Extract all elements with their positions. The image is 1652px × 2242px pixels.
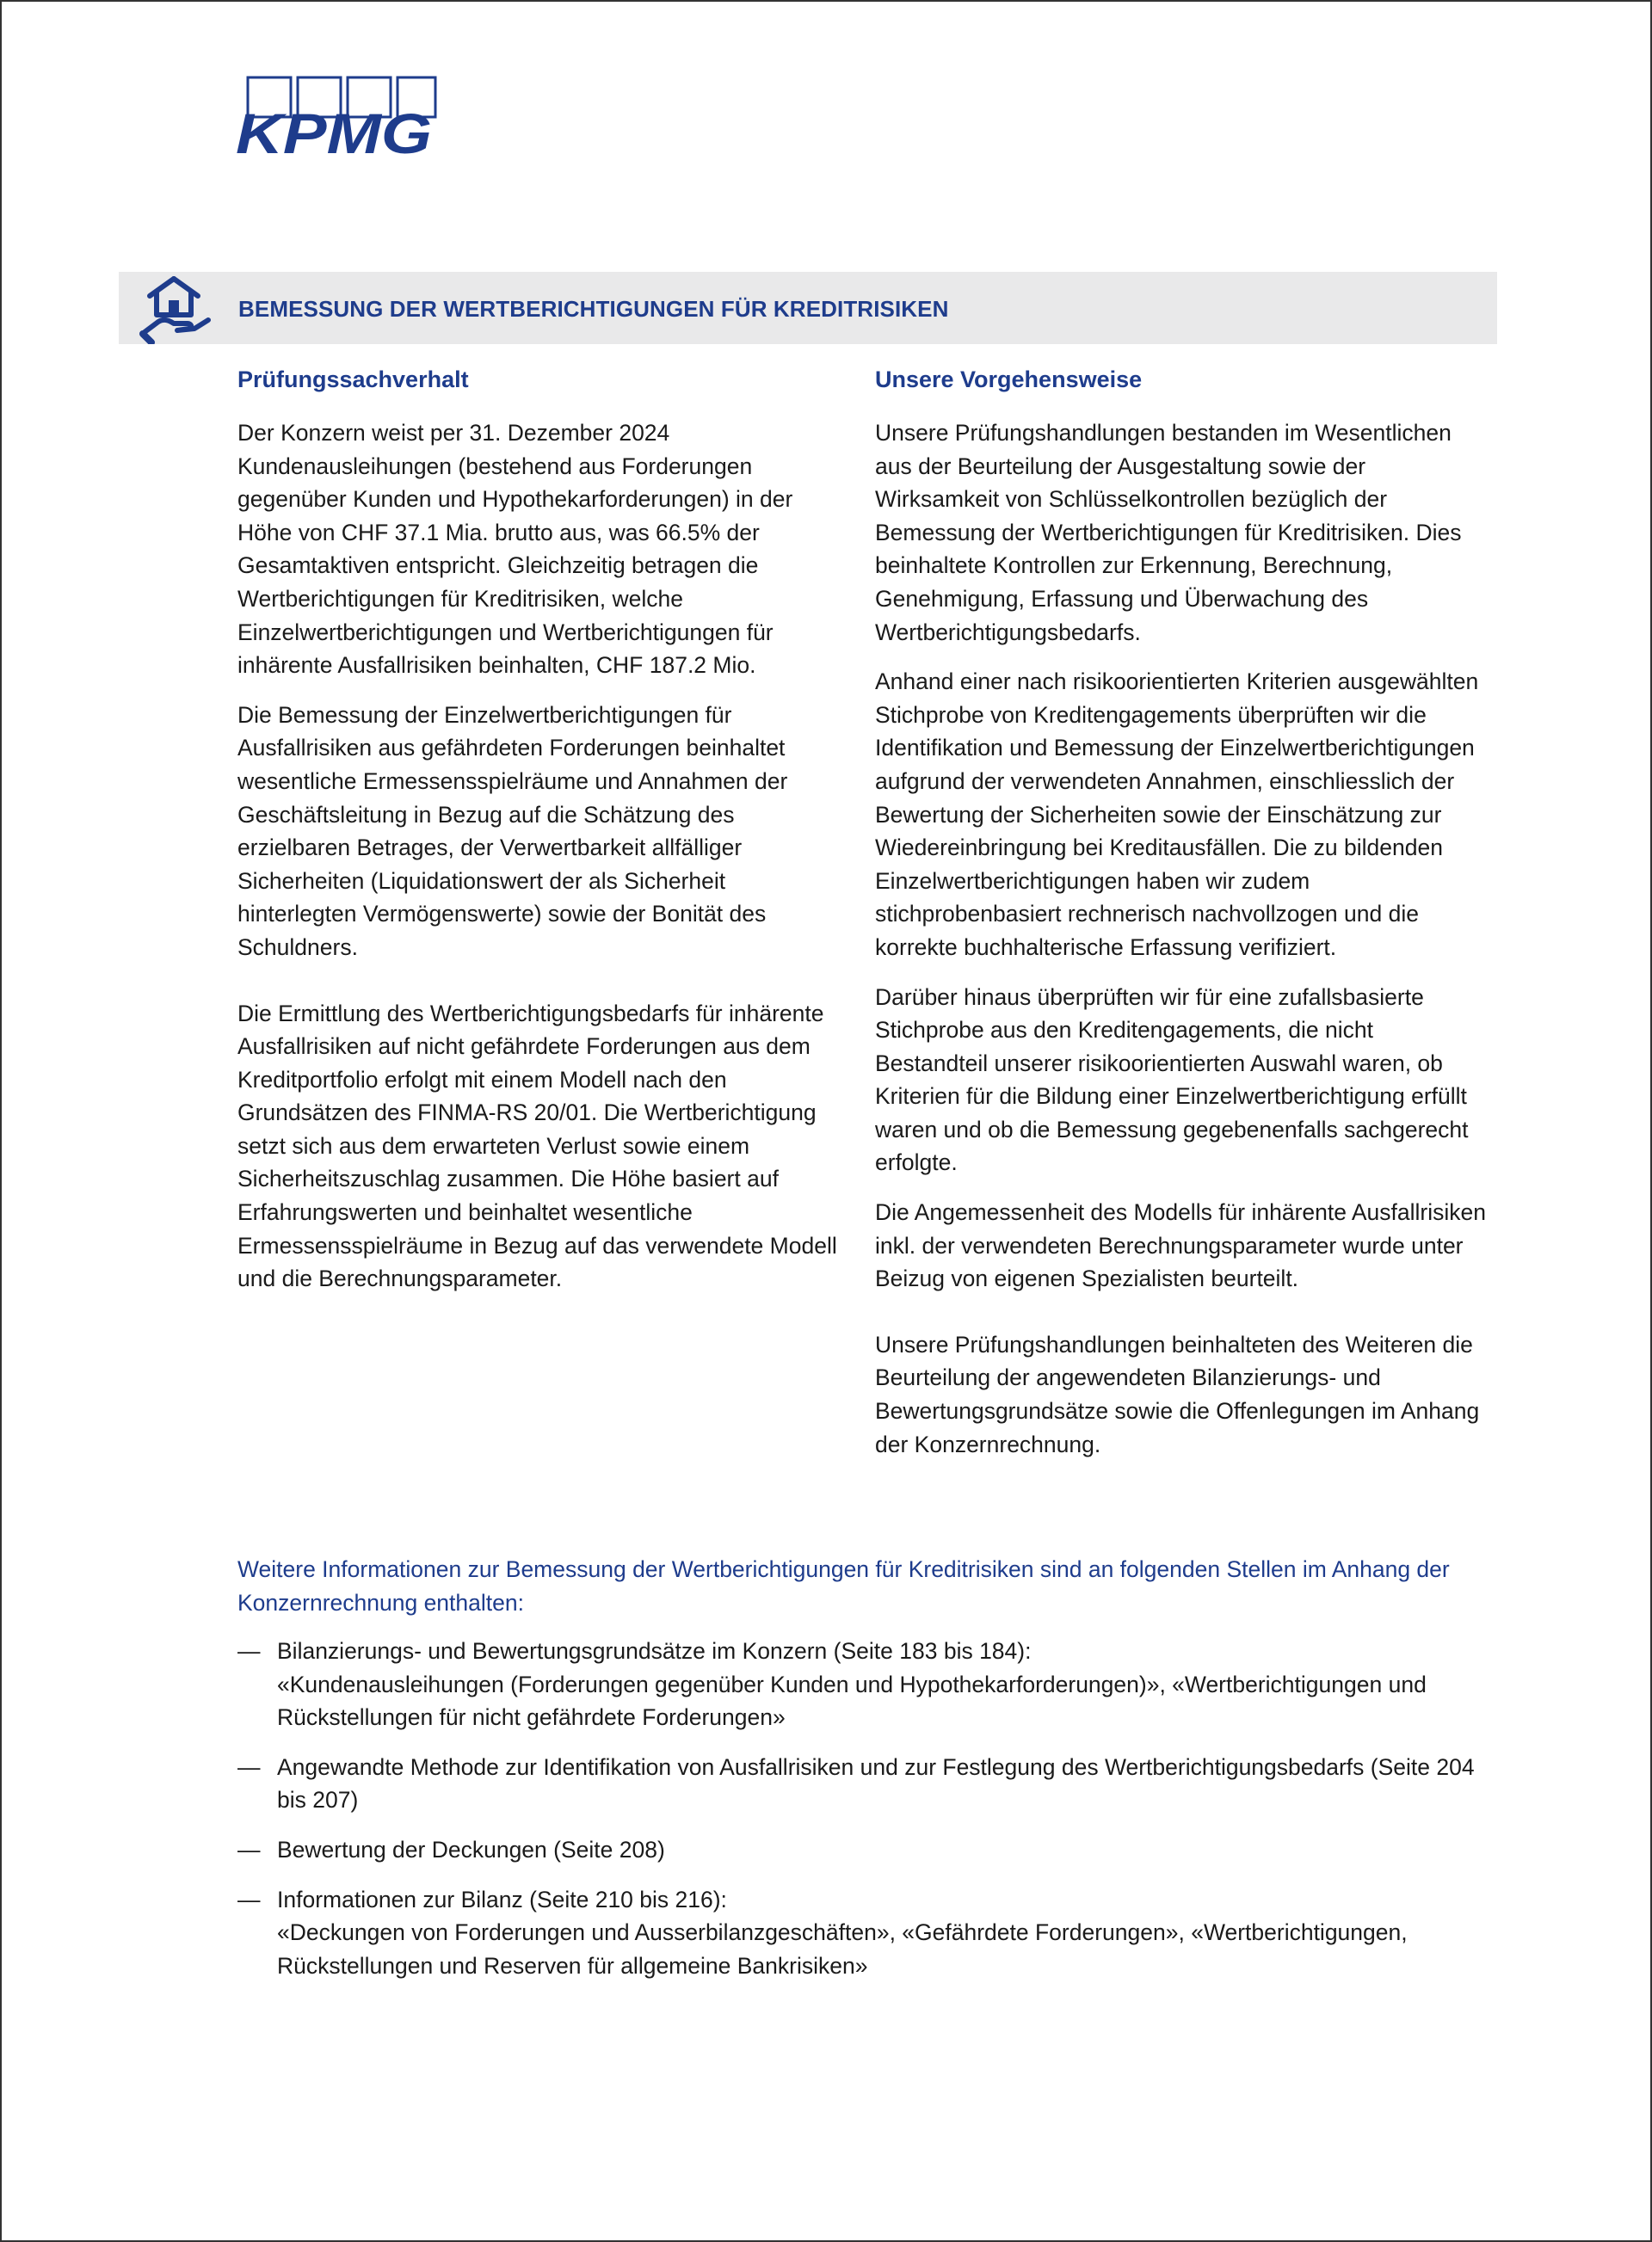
list-item (237, 1635, 1498, 1734)
section-banner (119, 272, 1497, 344)
left-paragraph-3: Die Ermittlung des Wertberichtigungsbedarfs für inhärente Ausfallrisiken auf nicht gefährdete Forderungen aus dem Kreditportfolio erfolgt mit einem Modell nach den Grundsätzen des FINMA-RS 20/01. Die Wertberichtigung setzt sich aus dem erwarteten Verlust sowie einem Sicherheitszuschlag zusammen. Die Höhe basiert auf Erfahrungswerten und beinhaltet wesentliche Ermessensspielräume in Bezug auf das verwendete Modell und die Berechnungsparameter. (237, 1000, 837, 1292)
left-column (237, 363, 850, 1312)
house-in-hand-icon (139, 272, 213, 344)
list-item-line: Angewandte Methode zur Identifikation von Ausfallrisiken und zur Festlegung des Wertberichtigungsbedarfs (Seite 204 bis 207) (277, 1753, 1475, 1814)
right-paragraph-1: Unsere Prüfungshandlungen bestanden im Wesentlichen aus der Beurteilung der Ausgestaltung sowie der Wirksamkeit von Schlüsselkontrollen bezüglich der Bemessung der Wertberichtigungen für Kreditrisiken. Dies beinhaltete Kontrollen zur Erkennung, Berechnung, Genehmigung, Erfassung und Überwachung des Wertberichtigungsbedarfs. (875, 420, 1462, 645)
left-paragraph-2: Die Bemessung der Einzelwertberichtigungen für Ausfallrisiken aus gefährdeten Forderungen beinhaltet wesentliche Ermessensspielräume und Annahmen der Geschäftsleitung in Bezug auf die Schätzung des erzielbaren Betrages, der Verwertbarkeit allfälliger Sicherheiten (Liquidationswert der als Sicherheit hinterlegten Vermögenswerte) sowie der Bonität des Schuldners. (237, 701, 788, 960)
dash-marker: — (237, 1753, 261, 1780)
list-item (237, 1883, 1498, 1983)
right-paragraph-5: Unsere Prüfungshandlungen beinhalteten des Weiteren die Beurteilung der angewendeten Bilanzierungs- und Bewertungsgrundsätze sowie die Offenlegungen im Anhang der Konzernrechnung. (875, 1331, 1480, 1457)
right-column (875, 363, 1488, 1477)
dash-marker: — (237, 1836, 261, 1863)
right-paragraph-4: Die Angemessenheit des Modells für inhärente Ausfallrisiken inkl. der verwendeten Berechnungsparameter wurde unter Beizug von eigenen Spezialisten beurteilt. (875, 1199, 1487, 1292)
list-item-line: «Kundenausleihungen (Forderungen gegenüber Kunden und Hypothekarforderungen)», «Wertberichtigungen und Rückstellungen für nicht gefährdete Forderungen» (277, 1671, 1427, 1731)
list-item (237, 1751, 1498, 1817)
dash-marker: — (237, 1886, 261, 1912)
list-item-line: Informationen zur Bilanz (Seite 210 bis 216): (277, 1886, 727, 1912)
list-item-line: Bewertung der Deckungen (Seite 208) (277, 1836, 665, 1863)
list-item-line: «Deckungen von Forderungen und Ausserbilanzgeschäften», «Gefährdete Forderungen», «Wertberichtigungen, Rückstellungen und Reserven für allgemeine Bankrisiken» (277, 1919, 1408, 1979)
left-paragraph-1: Der Konzern weist per 31. Dezember 2024 Kundenausleihungen (bestehend aus Forderungen gegenüber Kunden und Hypothekarforderungen) in der Höhe von CHF 37.1 Mia. brutto aus, was 66.5% der Gesamtaktiven entspricht. Gleichzeitig betragen die Wertberichtigungen für Kreditrisiken, welche Einzelwertberichtigungen und Wertberichtigungen für inhärente Ausfallrisiken beinhalten, CHF 187.2 Mio. (237, 420, 793, 679)
list-item (237, 1833, 1498, 1867)
dash-marker: — (237, 1638, 261, 1664)
right-paragraph-3: Darüber hinaus überprüften wir für eine zufallsbasierte Stichprobe aus den Kreditengagements, die nicht Bestandteil unserer risikoorientierten Auswahl waren, ob Kriterien für die Bildung einer Einzelwertberichtigung erfüllt waren und ob die Bemessung gegebenenfalls sachgerecht erfolgte. (875, 983, 1469, 1176)
kpmg-logo (236, 74, 439, 160)
right-paragraph-2: Anhand einer nach risikoorientierten Kriterien ausgewählten Stichprobe von Kreditengagements überprüften wir die Identifikation und Bemessung der Einzelwertberichtigungen aufgrund der verwendeten Annahmen, einschliesslich der Bewertung der Sicherheiten sowie der Einschätzung zur Wiedereinbringung bei Kreditausfällen. Die zu bildenden Einzelwertberichtigungen haben wir zudem stichprobenbasiert rechnerisch nachvollzogen und die korrekte buchhalterische Erfassung verifiziert. (875, 668, 1479, 960)
right-heading: Unsere Vorgehensweise (875, 366, 1143, 392)
section-title: BEMESSUNG DER WERTBERICHTIGUNGEN FÜR KREDITRISIKEN (238, 296, 949, 322)
list-item-line: Bilanzierungs- und Bewertungsgrundsätze im Konzern (Seite 183 bis 184): (277, 1638, 1032, 1664)
reference-list (237, 1635, 1498, 1999)
left-heading: Prüfungssachverhalt (237, 366, 469, 392)
kpmg-logo-text: KPMG (236, 102, 432, 160)
further-info-intro: Weitere Informationen zur Bemessung der Wertberichtigungen für Kreditrisiken sind an folgenden Stellen im Anhang der Konzernrechnung enthalten: (237, 1556, 1450, 1616)
